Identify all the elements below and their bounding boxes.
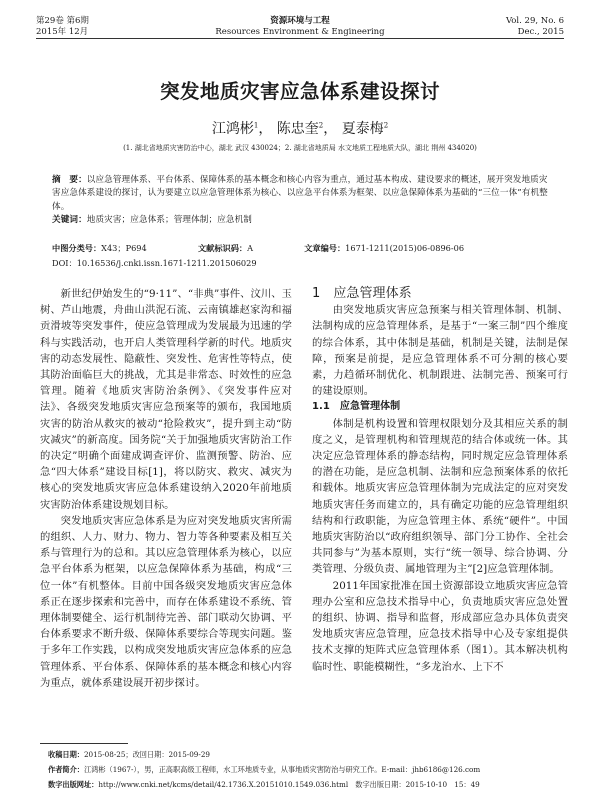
article-number-value: 1671-1211(2015)06-0896-06 bbox=[345, 243, 465, 253]
affiliation: (1. 湖北省地质灾害防治中心，湖北 武汉 430024；2. 湖北省地质局 水文地质工程地质大队，湖北 荆州 434020) bbox=[123, 144, 477, 152]
classification-line bbox=[52, 243, 464, 254]
intro-paragraph: 突发地质灾害应急体系是为应对突发地质灾害所需的组织、人力、财力、物力、智力等各种要素及相互关系与管理行为的总和。其以应急管理体系为核心，以应急平台体系为框架，以应急保障体系为基础，构成“三位一体”有机整体。目前中国各级突发地质灾害应急体系正在逐步探索和完善中，而存在体系建设不系统、管理体制要健全、运行机制待完善、部门联动欠协调、平台体系要求不断升级、保障体系要综合等现实问题。鉴于多年工作实践，以构成突发地质灾害应急体系的应急管理体系、平台体系、保障体系的基本概念和核心内容为重点，就体系建设展开初步探讨。 bbox=[40, 514, 292, 689]
abstract-block bbox=[52, 174, 554, 228]
running-header bbox=[36, 16, 564, 39]
footnote-divider bbox=[40, 743, 128, 744]
right-column bbox=[312, 286, 568, 675]
doc-code-label: 文献标识码： bbox=[197, 243, 248, 253]
paper-title: 突发地质灾害应急体系建设探讨 bbox=[159, 80, 440, 103]
header-journal-en: Resources Environment & Engineering bbox=[215, 27, 385, 37]
clc-label: 中图分类号： bbox=[52, 243, 102, 253]
author-name: 江鸿彬 bbox=[211, 121, 254, 137]
header-volume: 第29卷 第6期 bbox=[36, 16, 89, 26]
clc-value: X43；P694 bbox=[101, 243, 147, 253]
header-date-en: Dec., 2015 bbox=[517, 27, 564, 37]
footnote-author: 作者简介：江鸿彬（1967-），男，正高职高级工程师，水工环地质专业，从事地质灾害防治与研究工作。E-mail：jhb6186@126.com bbox=[48, 765, 481, 774]
header-date: 2015年 12月 bbox=[36, 27, 89, 37]
author-name: 陈忠奎 bbox=[276, 121, 319, 137]
keywords-text: 地质灾害；应急体系；管理体制；应急机制 bbox=[86, 215, 252, 226]
author-affil-mark: 2 bbox=[383, 121, 389, 130]
author-name: 夏泰梅 bbox=[341, 121, 384, 137]
author-affil-mark: 2 bbox=[318, 121, 324, 130]
footnote-received: 收稿日期：2015-08-25；改回日期：2015-09-29 bbox=[48, 750, 210, 759]
footnote-online: 数字出版网址：http://www.cnki.net/kcms/detail/42.1736.X.20151010.1549.036.html 数字出版日期：2015-10-10 15：49 bbox=[48, 780, 480, 789]
intro-paragraph: 新世纪伊始发生的“9·11”、“非典”事件、汶川、玉树、芦山地震，舟曲山洪泥石流、云南镇雄赵家沟和福贡滑坡等突发事件，使应急管理成为发展最为迅速的学科与实践活动，也开启人类管理科学新的时代。地质灾害的动态发展性、隐蔽性、突发性、危害性等特点，使其防治面临巨大的挑战，尤其是非常态、时效性的应急管理。随着《地质灾害防治条例》、《突发事件应对法》、各级突发地质灾害应急预案等的颁布，我国地质灾害的防治从救灾的被动“抢险救灾”，提升到主动“防灾减灾”的新高度。国务院“关于加强地质灾害防治工作的决定”明确个面建成调查评价、监测预警、防治、应急“四大体系”建设目标[1]，将以防灾、救灾、减灾为核心的突发地质灾害应急体系建设纳入2020年前地质灾害防治体系建设规划目标。 bbox=[40, 288, 292, 511]
abstract-text: 以应急管理体系、平台体系、保障体系的基本概念和核心内容为重点，通过基本构成、建设要求的概述，展开突发地质灾害应急体系建设的探讨，认为要建立以应急管理体系为核心、以应急平台体系为框架、以应急保障体系为基础的“三位一体”有机整体。 bbox=[52, 175, 548, 212]
subsection-paragraph: 体制是机构设置和管理权限划分及其相应关系的制度之义，是管理机构和管理规范的结合体或统一体。其决定应急管理体系的静态结构，同时规定应急管理体系的潜在功能，是应急机制、法制和应急预案体系的依托和载体。地质灾害应急管理体制为完成法定的应对突发地质灾害任务而建立的，具有确定功能的应急管理组织结构和行政职能，为应急管理主体、系统“硬件”。中国地质灾害防治以“政府组织领导、部门分工协作、全社会共同参与”为基本原则，实行“统一领导、综合协调、分类管理、分级负责、属地管理为主”[2]应急管理体制。 bbox=[312, 417, 568, 576]
section-heading: 1 应急管理体系 bbox=[312, 286, 412, 301]
subsection-paragraph: 2011年国家批准在国土资源部设立地质灾害应急管理办公室和应急技术指导中心，负责地质灾害应急处置的组织、协调、指导和监督，形成部应急办具体负责突发地质灾害应急管理，应急技术指导中心及专家组提供技术支撑的矩阵式应急管理体系（图1）。其本解决机构临时性、职能模糊性，“多龙治水、上下不 bbox=[312, 579, 568, 673]
section-intro-paragraph: 由突发地质灾害应急预案与相关管理体制、机制、法制构成的应急管理体系，是基于“一案三制”四个维度的综合体系，其中体制是基础，机制是关键，法制是保障，预案是前提，是应急管理体系不可分割的核心要素，力趋循环制优化、机制跟进、法制完善、预案可行的建设原则。 bbox=[312, 304, 568, 398]
header-volume-en: Vol. 29, No. 6 bbox=[505, 16, 564, 26]
article-number-label: 文章编号： bbox=[304, 243, 346, 253]
subsection-heading: 1.1 应急管理体制 bbox=[312, 401, 401, 413]
author-affil-mark: 1 bbox=[253, 121, 259, 130]
header-journal-cn: 资源环境与工程 bbox=[270, 16, 330, 26]
author-list: 江鸿彬$^1$， 陈忠奎$^2$， 夏泰梅$^2$ bbox=[211, 121, 389, 137]
doc-code-value: A bbox=[247, 243, 253, 253]
keywords-label: 关键词： bbox=[52, 215, 87, 226]
doi: DOI：10.16536/j.cnki.issn.1671-1211.201506029 bbox=[52, 258, 257, 268]
abstract-label: 摘 要： bbox=[52, 175, 87, 185]
left-column bbox=[40, 286, 292, 691]
